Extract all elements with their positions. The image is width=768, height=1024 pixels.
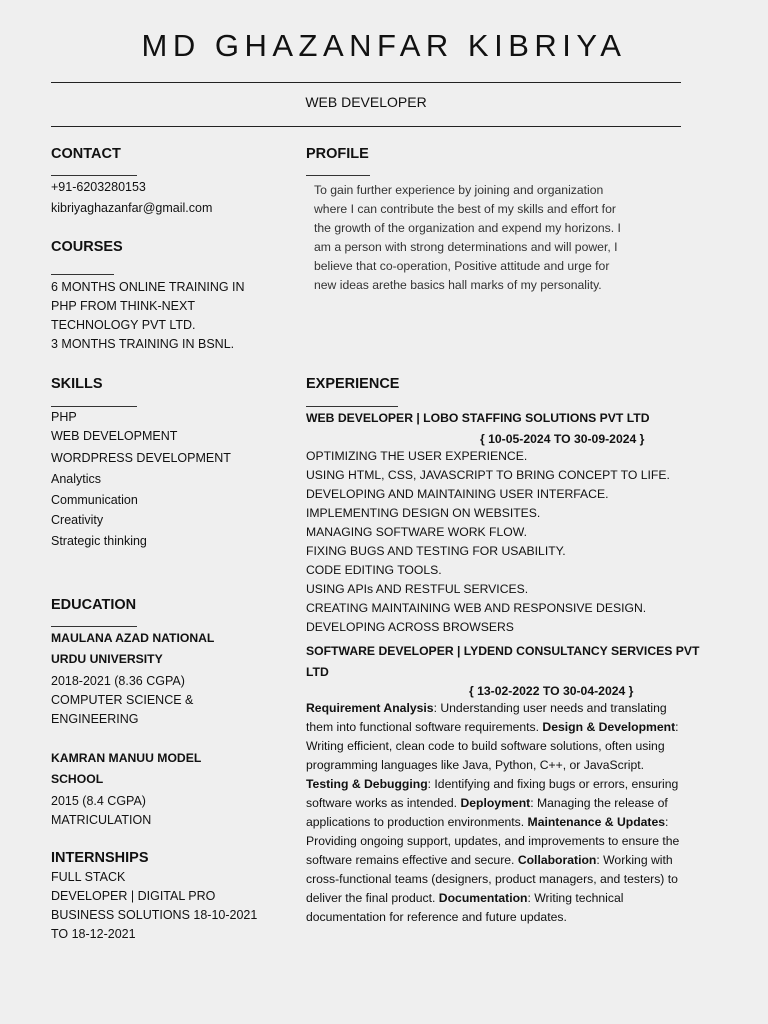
course-line: TECHNOLOGY PVT LTD. [51, 318, 196, 332]
skill-item: Communication [51, 493, 138, 507]
courses-underline [51, 274, 114, 275]
section-text: : Managing the release of applications to production environments. [306, 796, 668, 829]
profile-line: believe that co-operation, Positive attitude and urge for [314, 259, 610, 273]
skill-item: Analytics [51, 472, 102, 486]
job2-title-line: SOFTWARE DEVELOPER | LYDEND CONSULTANCY SERVICES PVT [306, 644, 700, 658]
profile-heading: PROFILE [306, 146, 369, 162]
education-entry [51, 628, 214, 729]
education-detail: 2015 (8.4 CGPA) [51, 794, 146, 808]
section-text: : Working with cross-functional teams (designers, product managers, and testers) to deliver the final product. [306, 853, 678, 905]
skill-item: Creativity [51, 513, 104, 527]
profile-text [314, 181, 664, 295]
section-label: Requirement Analysis [306, 701, 434, 715]
school-name: SCHOOL [51, 772, 104, 786]
school-name: URDU UNIVERSITY [51, 652, 163, 666]
education-underline [51, 626, 137, 627]
education-detail: COMPUTER SCIENCE & [51, 693, 194, 707]
skills-underline [51, 406, 137, 407]
course-line: PHP FROM THINK-NEXT [51, 299, 195, 313]
courses-list [51, 278, 245, 354]
contact-phone: +91-6203280153 [51, 180, 146, 194]
section-text: : Understanding user needs and translating them into functional software requirements. [306, 701, 667, 734]
job2-title [306, 641, 699, 683]
skills-heading: SKILLS [51, 376, 103, 392]
section-label: Documentation [438, 891, 528, 905]
duty-item: OPTIMIZING THE USER EXPERIENCE. [306, 449, 528, 463]
education-detail: ENGINEERING [51, 712, 139, 726]
section-label: Maintenance & Updates [527, 815, 666, 829]
section-text: : Writing efficient, clean code to build software solutions, often using programming languages like Java, Python, C++, or JavaScript. [306, 720, 679, 772]
skill-item: WORDPRESS DEVELOPMENT [51, 451, 231, 465]
duty-item: USING HTML, CSS, JAVASCRIPT TO BRING CONCEPT TO LIFE. [306, 468, 670, 482]
profile-line: new ideas arethe basics hall marks of my personality. [314, 278, 602, 292]
education-detail: 2018-2021 (8.36 CGPA) [51, 674, 185, 688]
internships-list [51, 868, 257, 944]
internship-line: BUSINESS SOLUTIONS 18-10-2021 [51, 908, 258, 922]
school-name: KAMRAN MANUU MODEL [51, 751, 202, 765]
education-entry [51, 748, 201, 830]
section-label: Design & Development [542, 720, 676, 734]
duty-item: USING APIs AND RESTFUL SERVICES. [306, 582, 529, 596]
course-line: 6 MONTHS ONLINE TRAINING IN [51, 280, 245, 294]
job2-description [306, 699, 684, 927]
duty-item: FIXING BUGS AND TESTING FOR USABILITY. [306, 544, 566, 558]
experience-heading: EXPERIENCE [306, 376, 400, 392]
duty-item: IMPLEMENTING DESIGN ON WEBSITES. [306, 506, 541, 520]
education-heading: EDUCATION [51, 597, 137, 613]
header-bottom-divider [51, 126, 681, 127]
duty-item: DEVELOPING AND MAINTAINING USER INTERFACE. [306, 487, 609, 501]
internship-line: DEVELOPER | DIGITAL PRO [51, 889, 216, 903]
skill-item: WEB DEVELOPMENT [51, 429, 178, 443]
experience-underline [306, 406, 398, 407]
job2-dates: { 13-02-2022 TO 30-04-2024 } [469, 684, 634, 698]
contact-heading: CONTACT [51, 146, 121, 162]
profile-line: To gain further experience by joining and organization [314, 183, 604, 197]
duty-item: DEVELOPING ACROSS BROWSERS [306, 620, 514, 634]
internships-heading: INTERNSHIPS [51, 850, 149, 866]
section-label: Testing & Debugging [306, 777, 428, 791]
profile-line: am a person with strong determinations and will power, I [314, 240, 618, 254]
courses-heading: COURSES [51, 239, 123, 255]
contact-email: kibriyaghazanfar@gmail.com [51, 201, 213, 215]
skill-item: Strategic thinking [51, 534, 147, 548]
section-text: : Providing ongoing support, updates, and improvements to ensure the software remains effective and secure. [306, 815, 680, 867]
header-top-divider [51, 82, 681, 83]
contact-underline [51, 175, 137, 176]
section-text: : Writing technical documentation for reference and future updates. [306, 891, 624, 924]
section-label: Deployment [460, 796, 531, 810]
school-name: MAULANA AZAD NATIONAL [51, 631, 215, 645]
education-detail: MATRICULATION [51, 813, 152, 827]
course-line: 3 MONTHS TRAINING IN BSNL. [51, 337, 235, 351]
job1-dates: { 10-05-2024 TO 30-09-2024 } [480, 432, 645, 446]
job-title-subtitle: WEB DEVELOPER [305, 94, 427, 110]
duty-item: CODE EDITING TOOLS. [306, 563, 442, 577]
job2-title-line: LTD [306, 665, 329, 679]
duty-item: MANAGING SOFTWARE WORK FLOW. [306, 525, 527, 539]
skill-item: PHP [51, 410, 77, 424]
duty-item: CREATING MAINTAINING WEB AND RESPONSIVE DESIGN. [306, 601, 647, 615]
profile-underline [306, 175, 370, 176]
internship-line: FULL STACK [51, 870, 126, 884]
internship-line: TO 18-12-2021 [51, 927, 136, 941]
resume-name: MD GHAZANFAR KIBRIYA [141, 28, 627, 63]
job1-duties [306, 447, 670, 637]
section-text: : Identifying and fixing bugs or errors, ensuring software works as intended. [306, 777, 679, 810]
profile-line: the growth of the organization and expend my horizons. I [314, 221, 621, 235]
section-label: Collaboration [517, 853, 597, 867]
job1-title: WEB DEVELOPER | LOBO STAFFING SOLUTIONS PVT LTD [306, 411, 650, 425]
profile-line: where I can contribute the best of my skills and effort for [314, 202, 616, 216]
